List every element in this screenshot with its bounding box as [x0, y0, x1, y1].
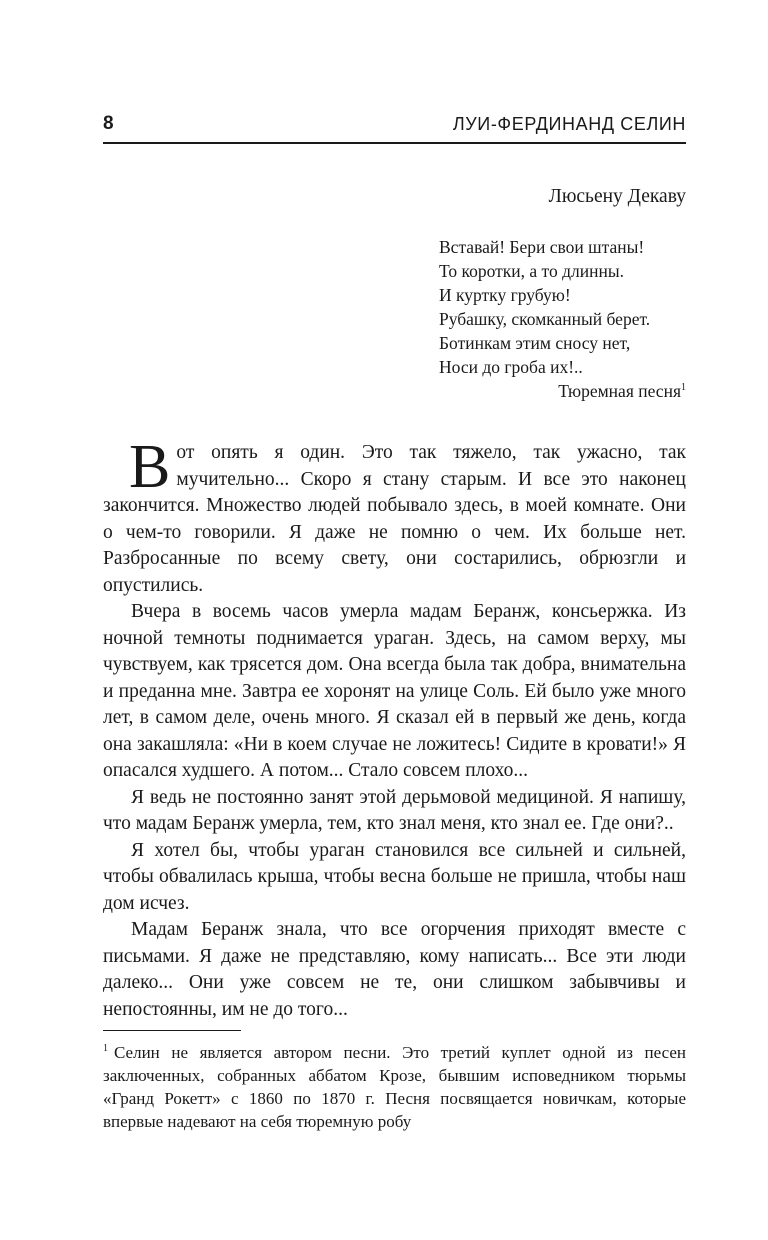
paragraph: Мадам Беранж знала, что все огорчения приходят вместе с письмами. Я даже не представляю, кому написать... Все эти люди далеко... Они уже совсем не те, они слишком забывчивы и непостоянны, им не до того...: [103, 919, 686, 1020]
epigraph: [439, 235, 686, 403]
main-text: [103, 433, 686, 1023]
dedication: Люсьену Декаву: [548, 186, 686, 207]
epigraph-line: Носи до гроба их!..: [439, 357, 583, 377]
epigraph-line: Рубашку, скомканный берет.: [439, 309, 651, 329]
footnote-reference[interactable]: 1: [681, 382, 686, 394]
paragraph: [103, 433, 686, 599]
epigraph-line: Ботинкам этим сносу нет,: [439, 333, 631, 353]
paragraph-text: от опять я один. Это так тяжело, так ужасно, так мучительно... Скоро я стану старым. И все это наконец закончится. Множество людей побывало здесь, в моей комнате. Они о чем-то говорили. Я даже не помню о чем. Их больше нет. Разбросанные по всему свету, они состарились, обрюзгли и опустились.: [103, 442, 686, 596]
epigraph-line: Вставай! Бери свои штаны!: [439, 237, 645, 257]
paragraph: Я хотел бы, чтобы ураган становился все сильней и сильней, чтобы обвалилась крыша, чтобы весна больше не пришла, чтобы наш дом исчез.: [103, 839, 686, 914]
footnote-text: Селин не является автором песни. Это третий куплет одной из песен заключенных, собранных аббатом Крозе, бывшим исповедником тюрьмы «Гранд Рокетт» с 1860 по 1870 г. Песня посвящается новичкам, которые впервые надевают на себя тюремную робу: [103, 1043, 686, 1131]
running-head-author: ЛУИ-ФЕРДИНАНД СЕЛИН: [452, 114, 686, 134]
epigraph-source: [439, 379, 686, 403]
page-header: [103, 112, 686, 144]
footnote-divider: [103, 1030, 241, 1031]
drop-cap: В: [129, 433, 171, 501]
paragraph: Я ведь не постоянно занят этой дерьмовой медициной. Я напишу, что мадам Беранж умерла, тем, кто знал меня, кто знал ее. Где они?..: [103, 786, 686, 834]
footnote: [103, 1041, 686, 1133]
epigraph-line: То коротки, а то длинны.: [439, 261, 624, 281]
footnote-marker: 1: [103, 1043, 108, 1055]
epigraph-line: И куртку грубую!: [439, 285, 571, 305]
epigraph-source-text: Тюремная песня: [558, 381, 681, 401]
paragraph: Вчера в восемь часов умерла мадам Беранж, консьержка. Из ночной темноты поднимается ураган. Здесь, на самом верху, мы чувствуем, как трясется дом. Она всегда была так добра, внимательна и преданна мне. Завтра ее хоронят на улице Соль. Ей было уже много лет, в самом деле, очень много. Я сказал ей в первый же день, когда она закашляла: «Ни в коем случае не ложитесь! Сидите в кровати!» Я опасался худшего. А потом... Стало совсем плохо...: [103, 601, 686, 781]
page-number: 8: [103, 113, 114, 134]
